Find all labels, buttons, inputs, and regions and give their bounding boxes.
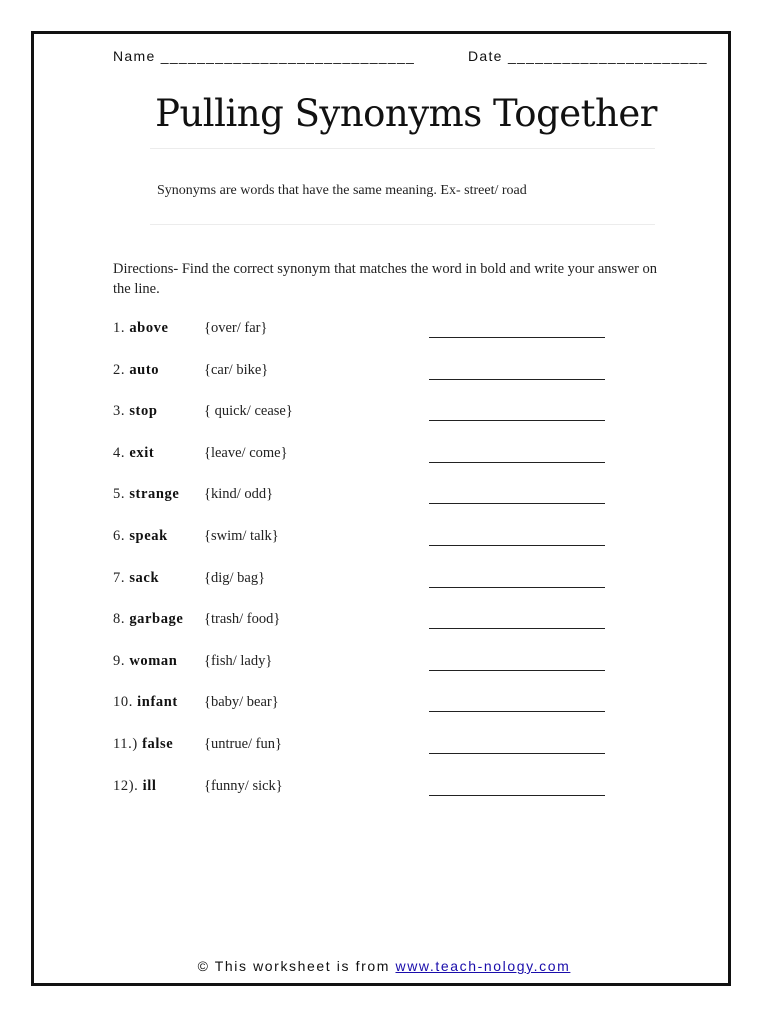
- question-choices: {fish/ lady}: [204, 652, 273, 669]
- footer: [0, 958, 768, 974]
- definition-text: Synonyms are words that have the same meaning. Ex- street/ road: [157, 183, 527, 198]
- divider-top: [150, 148, 655, 149]
- question-number: 1.: [113, 320, 126, 336]
- question-choices: {car/ bike}: [204, 361, 269, 378]
- answer-line[interactable]: [429, 420, 605, 421]
- question-word: auto: [129, 361, 160, 378]
- question-choices: {untrue/ fun}: [204, 735, 282, 752]
- answer-line[interactable]: [429, 587, 605, 588]
- question-choices: {swim/ talk}: [204, 527, 279, 544]
- worksheet-border: [31, 31, 731, 986]
- answer-line[interactable]: [429, 711, 605, 712]
- question-number: 8.: [113, 611, 126, 628]
- question-number: 7.: [113, 569, 126, 586]
- question-word: garbage: [129, 611, 184, 628]
- question-word: above: [129, 320, 169, 336]
- question-word: sack: [129, 569, 160, 586]
- answer-line[interactable]: [429, 462, 605, 463]
- question-word: speak: [129, 527, 168, 544]
- question-choices: {kind/ odd}: [204, 486, 274, 503]
- answer-line[interactable]: [429, 753, 605, 754]
- question-choices: {dig/ bag}: [204, 569, 266, 586]
- answer-line[interactable]: [429, 379, 605, 380]
- question-word: exit: [129, 444, 155, 461]
- question-choices: { quick/ cease}: [204, 403, 293, 420]
- answer-line[interactable]: [429, 337, 605, 338]
- footer-text: © This worksheet is from: [197, 958, 396, 974]
- question-number: 11.): [113, 735, 138, 752]
- question-number: 3.: [113, 403, 126, 420]
- question-choices: {baby/ bear}: [204, 694, 279, 711]
- answer-line[interactable]: [429, 503, 605, 504]
- question-choices: {funny/ sick}: [204, 777, 283, 794]
- question-number: 9.: [113, 652, 126, 669]
- question-number: 10.: [113, 694, 133, 711]
- question-word: stop: [129, 403, 158, 420]
- question-word: woman: [129, 652, 178, 669]
- answer-line[interactable]: [429, 795, 605, 796]
- question-word: false: [142, 735, 174, 752]
- answer-line[interactable]: [429, 545, 605, 546]
- question-number: 12).: [113, 777, 139, 794]
- question-number: 6.: [113, 527, 126, 544]
- footer-link[interactable]: www.teach-nology.com: [395, 958, 571, 974]
- directions-text: Directions- Find the correct synonym that matches the word in bold and write your answer on the line.: [113, 261, 658, 297]
- question-choices: {leave/ come}: [204, 444, 288, 461]
- question-word: strange: [129, 486, 180, 503]
- date-field: Date ______________________: [468, 48, 708, 64]
- divider-bottom: [150, 224, 655, 225]
- question-number: 2.: [113, 361, 126, 378]
- question-choices: {over/ far}: [204, 320, 268, 336]
- question-choices: {trash/ food}: [204, 611, 281, 628]
- name-field: Name ____________________________: [113, 48, 416, 64]
- question-word: infant: [137, 694, 178, 711]
- question-number: 5.: [113, 486, 126, 503]
- answer-line[interactable]: [429, 670, 605, 671]
- answer-line[interactable]: [429, 628, 605, 629]
- question-number: 4.: [113, 444, 126, 461]
- question-word: ill: [142, 777, 157, 794]
- page-title: Pulling Synonyms Together: [155, 92, 657, 135]
